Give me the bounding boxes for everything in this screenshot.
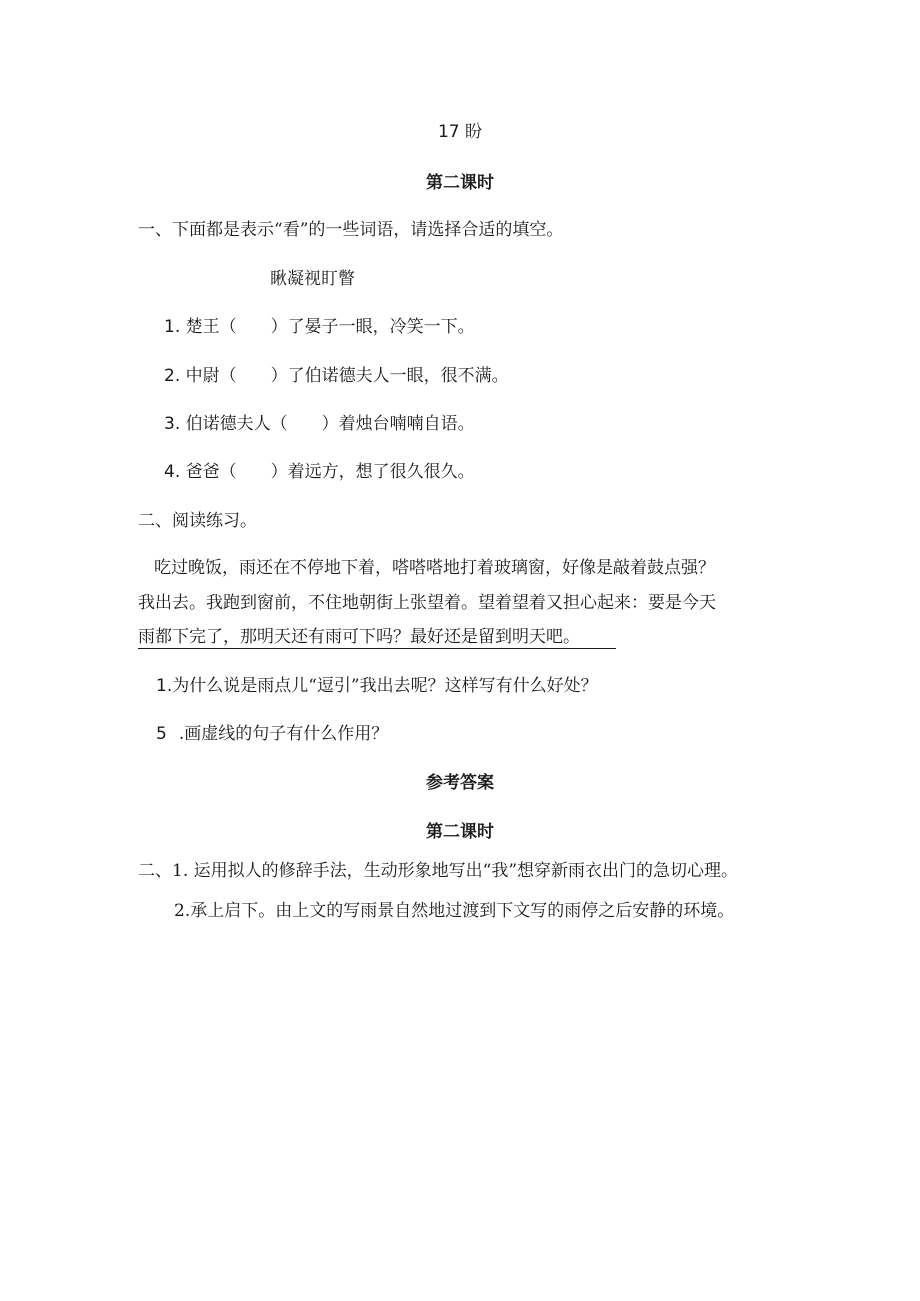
question-text: .画虚线的句子有什么作用？ — [178, 724, 389, 744]
item-number: 3 — [164, 414, 175, 434]
answer-line-2: 2.承上启下。由上文的写雨景自然地过渡到下文写的雨停之后安静的环境。 — [174, 901, 735, 921]
question-1 — [156, 675, 598, 697]
fill-item-3 — [164, 413, 475, 435]
item-text: . 伯诺德夫人（ ）着烛台喃喃自语。 — [174, 414, 475, 434]
item-text: . 爸爸（ ）着远方，想了很久很久。 — [174, 462, 475, 482]
section2-instruction: 二、阅读练习。 — [138, 511, 257, 531]
word-bank: 瞅凝视盯瞥 — [270, 269, 355, 289]
document-title: 17 盼 — [437, 122, 483, 142]
fill-item-4 — [164, 461, 475, 483]
item-text: . 楚王（ ）了晏子一眼，冷笑一下。 — [174, 317, 475, 337]
item-text: . 中尉（ ）了伯诺德夫人一眼，很不满。 — [174, 366, 509, 386]
answers-title: 参考答案 — [426, 773, 494, 793]
fill-item-1 — [164, 316, 475, 338]
question-2 — [156, 723, 388, 745]
answers-lesson-heading: 第二课时 — [426, 822, 494, 842]
fill-item-2 — [164, 365, 509, 387]
passage-underline — [138, 648, 616, 649]
question-number: 5 — [156, 724, 167, 744]
answer-line-1: 二、1. 运用拟人的修辞手法，生动形象地写出“我”想穿新雨衣出门的急切心理。 — [138, 861, 739, 881]
question-text: 为什么说是雨点儿“逗引”我出去呢？这样写有什么好处？ — [172, 676, 598, 696]
question-number: 1. — [156, 676, 173, 696]
item-number: 1 — [164, 317, 175, 337]
passage-line-2: 我出去。我跑到窗前，不住地朝街上张望着。望着望着又担心起来：要是今天 — [138, 593, 716, 613]
item-number: 4 — [164, 462, 175, 482]
passage-line-1: 吃过晚饭，雨还在不停地下着，嗒嗒嗒地打着玻璃窗，好像是敲着鼓点强？ — [154, 558, 715, 578]
section1-instruction: 一、下面都是表示“看”的一些词语，请选择合适的填空。 — [138, 220, 564, 240]
passage-line-3: 雨都下完了，那明天还有雨可下吗？最好还是留到明天吧。 — [138, 627, 580, 647]
item-number: 2 — [164, 366, 175, 386]
lesson-heading: 第二课时 — [426, 173, 494, 193]
